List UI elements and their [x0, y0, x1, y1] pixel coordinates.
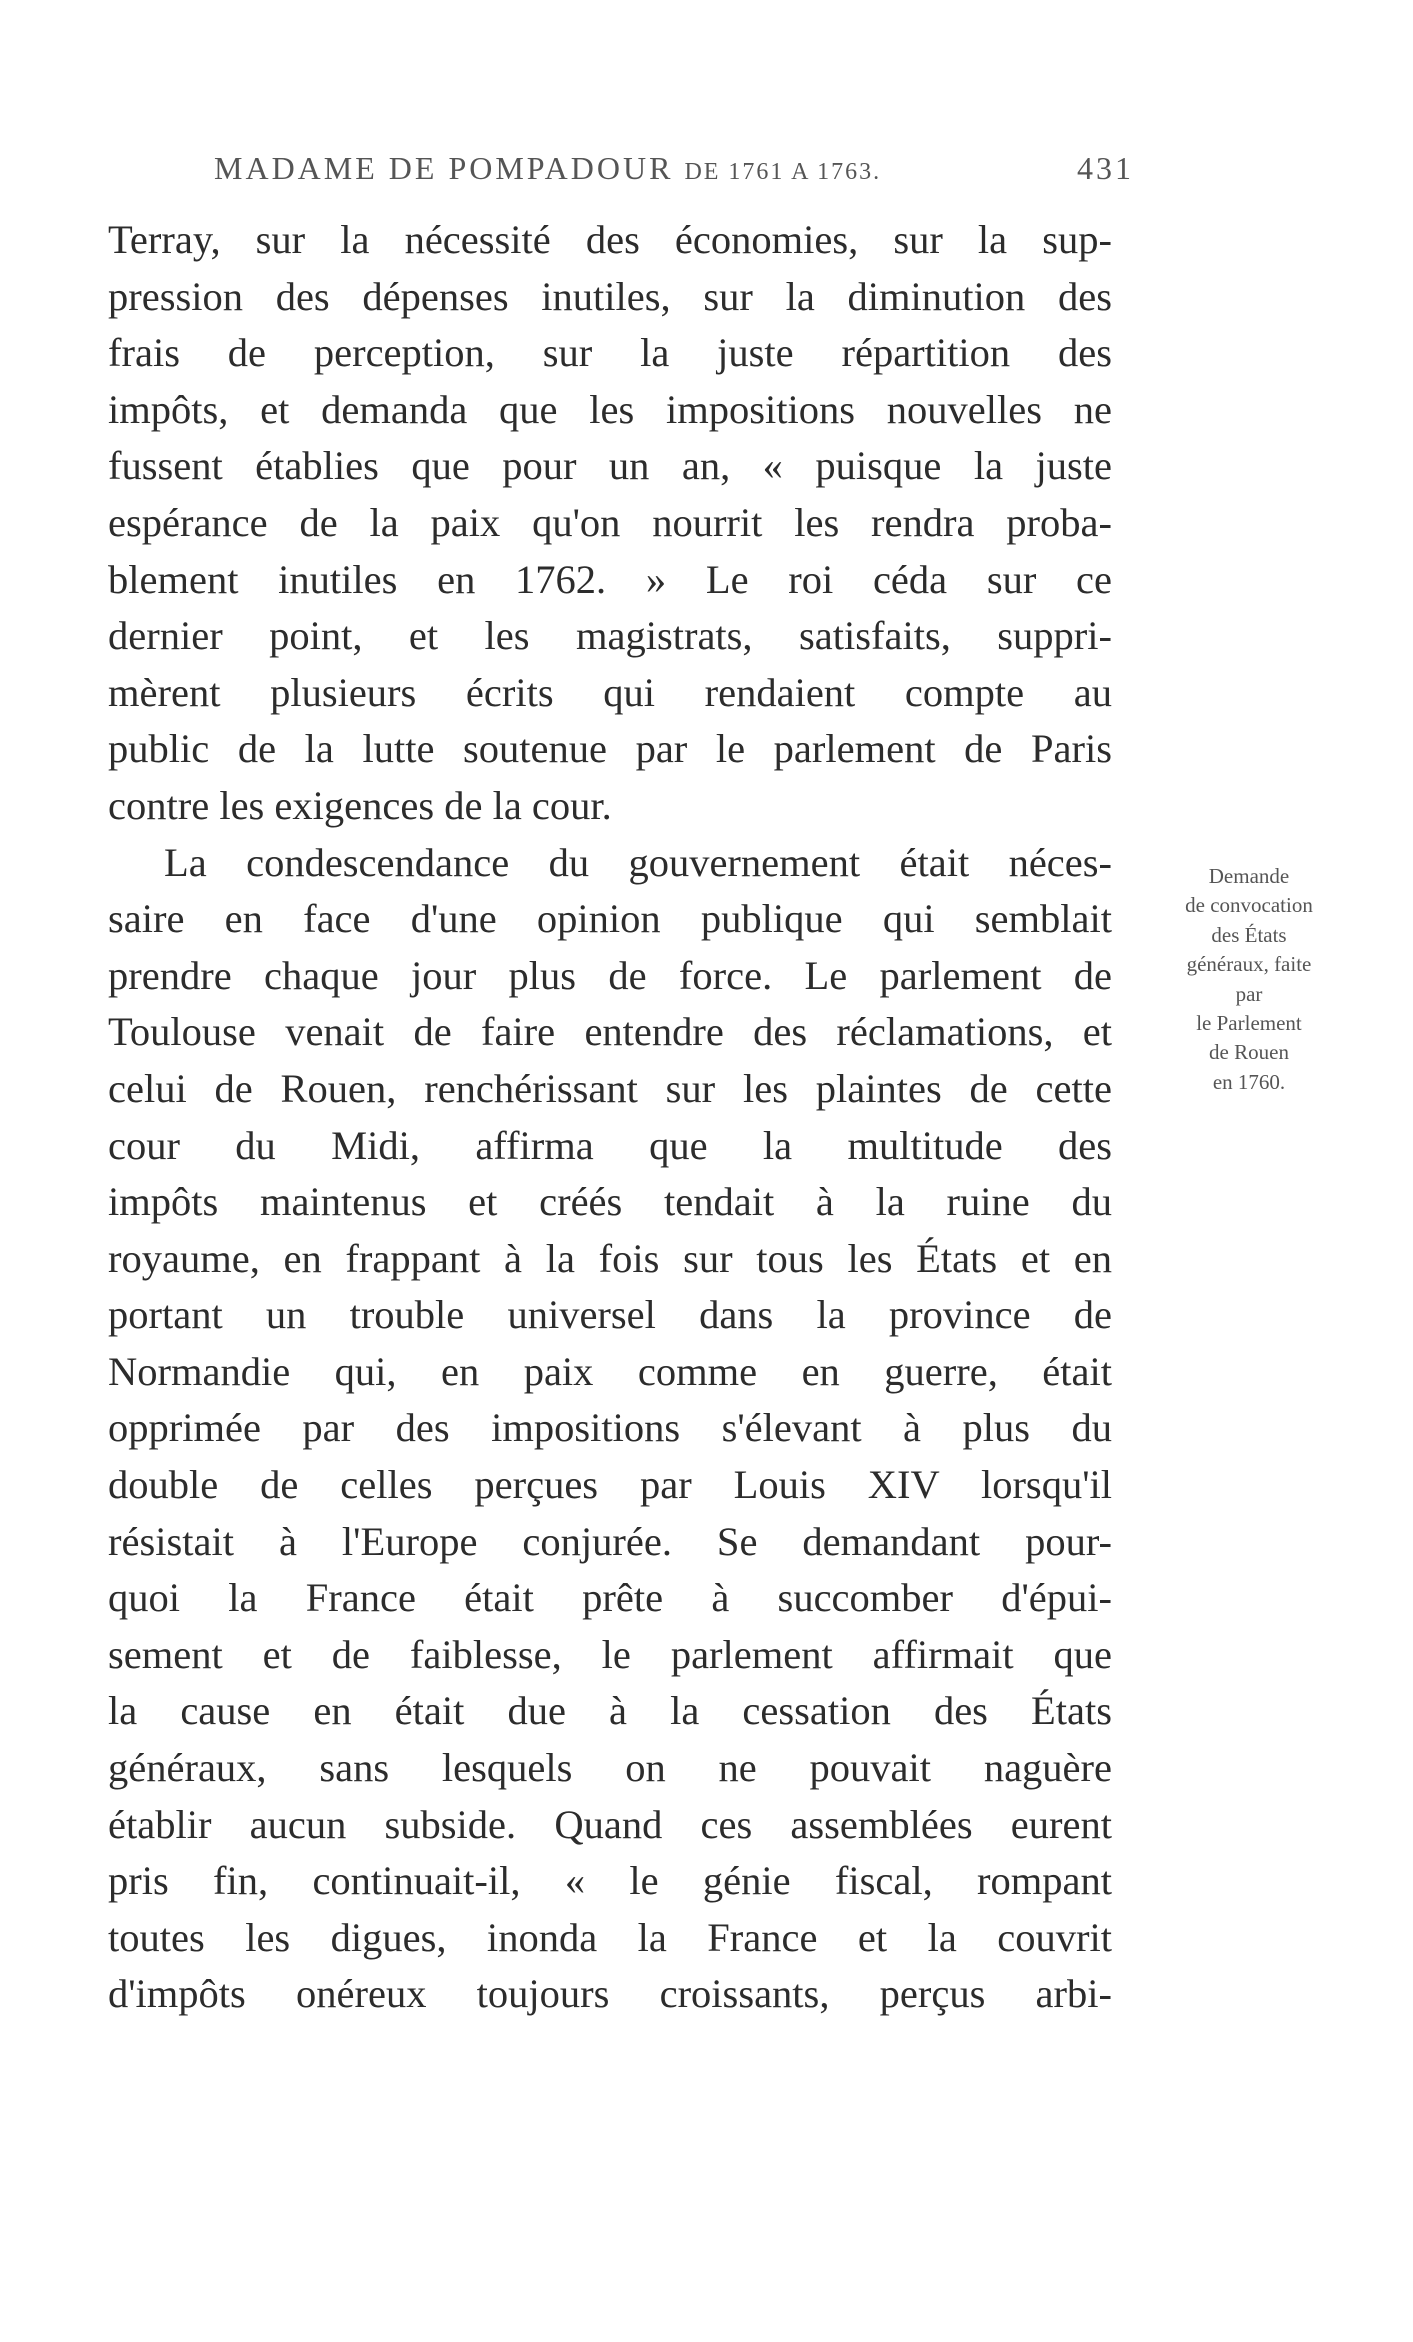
- text-line: quoi la France était prête à succomber d'épui-: [108, 1575, 1112, 1621]
- text-line: pression des dépenses inutiles, sur la diminution des: [108, 273, 1112, 319]
- running-head: [214, 150, 1134, 194]
- text-line: cour du Midi, affirma que la multitude des: [108, 1122, 1112, 1168]
- text-line: opprimée par des impositions s'élevant à plus du: [108, 1405, 1112, 1451]
- margin-note-line: des États: [1211, 922, 1287, 947]
- text-line: espérance de la paix qu'on nourrit les rendra proba-: [108, 499, 1112, 545]
- margin-note-line: le Parlement: [1196, 1011, 1302, 1036]
- margin-note-line: de convocation: [1185, 893, 1313, 918]
- text-line: d'impôts onéreux toujours croissants, perçus arbi-: [108, 1971, 1112, 2017]
- text-line: Terray, sur la nécessité des économies, sur la sup-: [108, 217, 1112, 262]
- text-line: pris fin, continuait-il, « le génie fiscal, rompant: [108, 1858, 1112, 1904]
- text-line: portant un trouble universel dans la province de: [108, 1292, 1112, 1338]
- text-line: prendre chaque jour plus de force. Le parlement de: [108, 952, 1112, 998]
- text-line: impôts, et demanda que les impositions nouvelles ne: [108, 386, 1112, 432]
- text-line: généraux, sans lesquels on ne pouvait naguère: [108, 1745, 1112, 1791]
- text-line: saire en face d'une opinion publique qui semblait: [108, 896, 1112, 942]
- page-number: 431: [1077, 150, 1134, 186]
- text-line: royaume, en frappant à la fois sur tous les États et en: [108, 1235, 1112, 1281]
- text-line: sement et de faiblesse, le parlement affirmait que: [108, 1631, 1112, 1677]
- text-line: fussent établies que pour un an, « puisque la juste: [108, 443, 1112, 489]
- running-title-main: MADAME DE POMPADOUR: [214, 150, 674, 186]
- text-line: toutes les digues, inonda la France et la couvrit: [108, 1914, 1112, 1960]
- text-line: établir aucun subside. Quand ces assemblées eurent: [108, 1801, 1112, 1847]
- text-line: blement inutiles en 1762. » Le roi céda sur ce: [108, 556, 1112, 602]
- text-line: frais de perception, sur la juste répartition des: [108, 330, 1112, 376]
- text-line: contre les exigences de la cour.: [108, 782, 612, 828]
- text-line: Toulouse venait de faire entendre des réclamations, et: [108, 1009, 1112, 1055]
- running-title: [214, 150, 881, 187]
- margin-note-line: généraux, faite: [1186, 952, 1312, 977]
- text-line: celui de Rouen, renchérissant sur les plaintes de cette: [108, 1065, 1112, 1111]
- text-line: double de celles perçues par Louis XIV lorsqu'il: [108, 1462, 1112, 1508]
- margin-note-line: Demande: [1208, 864, 1290, 888]
- text-line: public de la lutte soutenue par le parlement de Paris: [108, 726, 1112, 772]
- text-line: impôts maintenus et créés tendait à la ruine du: [108, 1179, 1112, 1225]
- body-text: [108, 212, 1112, 2023]
- running-title-dates: DE 1761 A 1763.: [684, 159, 882, 185]
- margin-note-line: par: [1235, 981, 1263, 1006]
- margin-note: [1160, 862, 1338, 1097]
- text-line: la cause en était due à la cessation des États: [108, 1688, 1112, 1734]
- margin-note-line: de Rouen: [1209, 1040, 1289, 1065]
- text-line: résistait à l'Europe conjurée. Se demandant pour-: [108, 1518, 1112, 1564]
- paragraph-start-line: La condescendance du gouvernement était néces-: [164, 839, 1112, 885]
- margin-note-line: en 1760.: [1212, 1069, 1286, 1094]
- text-line: dernier point, et les magistrats, satisfaits, suppri-: [108, 613, 1112, 659]
- text-line: mèrent plusieurs écrits qui rendaient compte au: [108, 669, 1112, 715]
- text-line: Normandie qui, en paix comme en guerre, était: [108, 1348, 1112, 1394]
